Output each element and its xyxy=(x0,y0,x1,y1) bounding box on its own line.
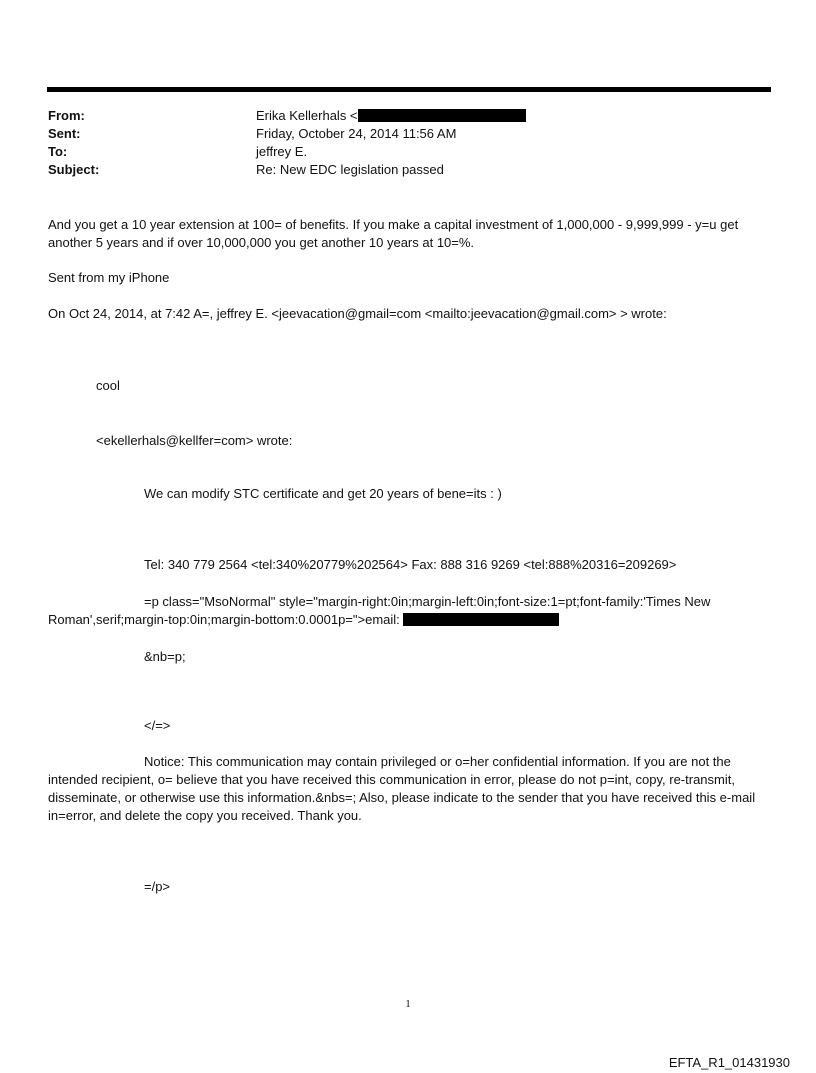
html-artifact-text xyxy=(48,593,772,629)
from-label: From: xyxy=(48,108,85,123)
header-rule xyxy=(47,87,771,92)
to-value: jeffrey E. xyxy=(256,144,308,159)
contact-line: Tel: 340 779 2564 <tel:340%20779%202564> Fax: 888 316 9269 <tel:888%20316=209269> xyxy=(144,557,677,572)
signature-line: Sent from my iPhone xyxy=(48,270,170,285)
redaction-box xyxy=(403,613,559,626)
from-value xyxy=(256,107,526,125)
to-label: To: xyxy=(48,144,68,159)
from-name: Erika Kellerhals < xyxy=(256,108,358,123)
html-artifact-content: =p class="MsoNormal" style="margin-right:0in;margin-left:0in;font-size:1=pt;font-family:'Times New Roman',serif;margin-top:0in;margin-bottom:0.0001p=">email: xyxy=(48,594,711,627)
page-number: 1 xyxy=(405,998,411,1010)
quote-header-nested: <ekellerhals@kellfer=com> wrote: xyxy=(96,433,293,448)
quote-header: On Oct 24, 2014, at 7:42 A=, jeffrey E. <jeevacation@gmail=com <mailto:jeevacation@gmail.com> > wrote: xyxy=(48,306,667,321)
redaction-box xyxy=(358,109,526,122)
document-id: EFTA_R1_01431930 xyxy=(668,1055,790,1070)
subject-label: Subject: xyxy=(48,162,100,177)
quoted-message: We can modify STC certificate and get 20 years of bene=its : ) xyxy=(144,486,502,501)
html-artifact-tag: </=> xyxy=(144,718,171,733)
sent-label: Sent: xyxy=(48,126,81,141)
body-paragraph: And you get a 10 year extension at 100= of benefits. If you make a capital investment of 1,000,000 - 9,999,999 - y=u get another 5 years and if over 10,000,000 you get another 10 years at 10=%. xyxy=(48,217,739,250)
subject-value: Re: New EDC legislation passed xyxy=(256,162,444,177)
reply-text: cool xyxy=(96,378,120,393)
sent-value: Friday, October 24, 2014 11:56 AM xyxy=(256,126,457,141)
html-artifact-closing: =/p> xyxy=(144,879,171,894)
html-artifact-nbsp: &nb=p; xyxy=(144,649,186,664)
confidentiality-notice: Notice: This communication may contain privileged or o=her confidential information. If you are not the intended recipient, o= believe that you have received this communication in error, please do not p=int, copy, re-transmit, disseminate, or otherwise use this information.&nbs=; Also, please indicate to the sender that you have received this e-mail in=error, and delete the copy you received. Thank you. xyxy=(48,754,756,823)
